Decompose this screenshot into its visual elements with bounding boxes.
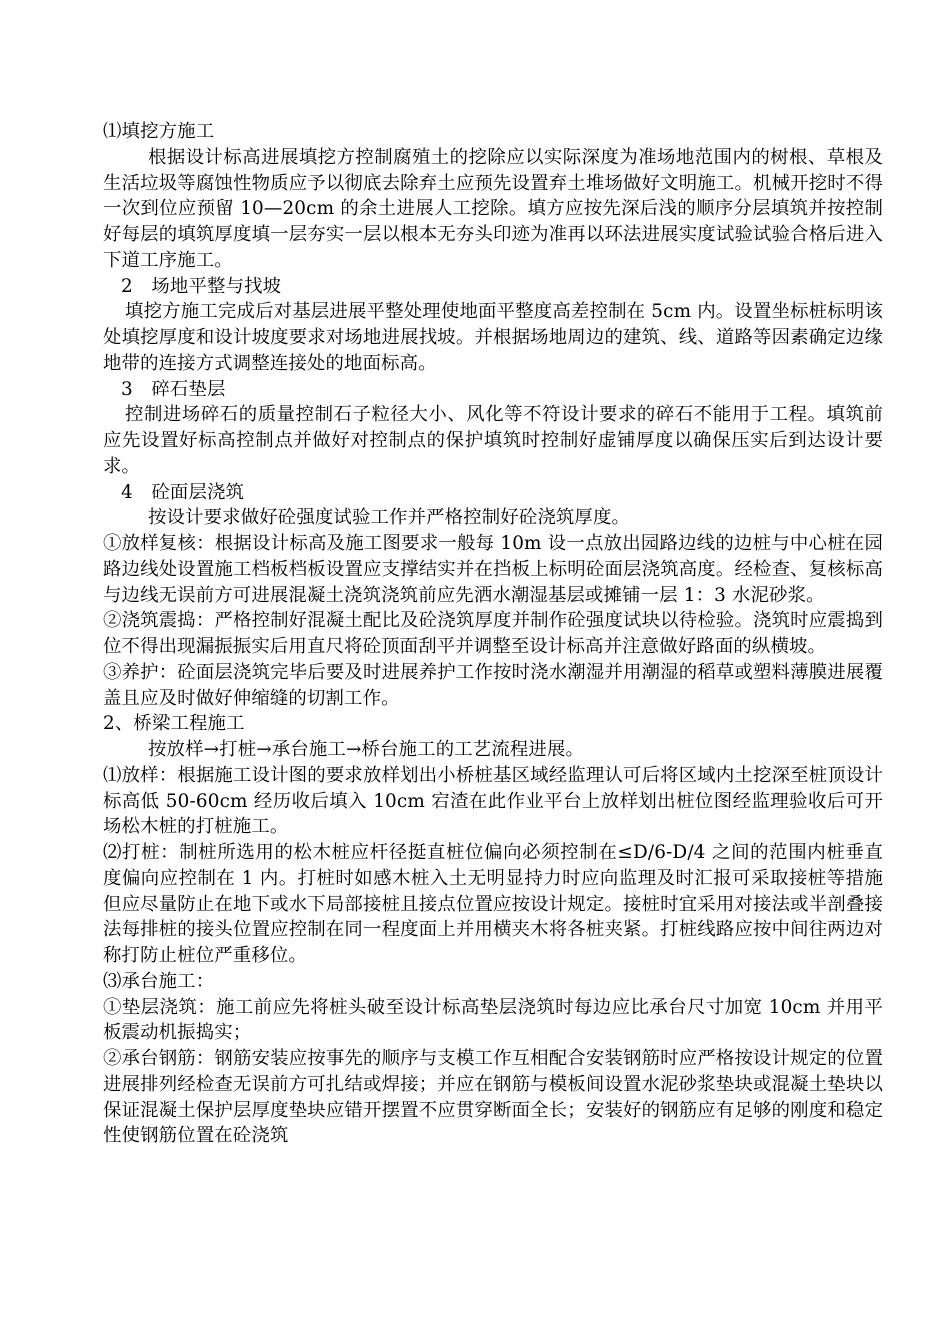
- document-page: [103, 119, 883, 1149]
- section-heading-gravel-cushion: 3 碎石垫层: [121, 378, 226, 400]
- list-item-cap-rebar: ②承台钢筋：钢筋安装应按事先的顺序与支模工作互相配合安装钢筋时应严格按设计规定的位置进展排列经检查无误前方可扎结或焊接；并应在钢筋与模板间设置水泥砂浆垫块或混凝土垫块以保证混凝土保护层厚度垫块应错开摆置不应贯穿断面全长；安装好的钢筋应有足够的刚度和稳定性使钢筋位置在砼浇筑: [103, 1048, 883, 1147]
- section-heading-fill-excavation: ⑴填挖方施工: [103, 121, 215, 142]
- section-heading-concrete-surface: 4 砼面层浇筑: [121, 481, 245, 503]
- list-item-bridge-layout: ⑴放样：根据施工设计图的要求放样划出小桥桩基区域经监理认可后将区域内土挖深至桩顶设计标高低 50-60cm 经历收后填入 10cm 宕渣在此作业平台上放样划出桩位图经监理验收后可开场松木桩的打桩施工。: [103, 764, 883, 838]
- paragraph-site-leveling: 填挖方施工完成后对基层进展平整处理使地面平整度高差控制在 5cm 内。设置坐标桩标明该处填挖厚度和设计坡度要求对场地进展找坡。并根据场地周边的建筑、线、道路等因素确定边缘地带的连接方式调整连接处的地面标高。: [103, 301, 883, 374]
- paragraph-bridge-flow: 按放样→打桩→承台施工→桥台施工的工艺流程进展。: [148, 739, 585, 760]
- paragraph-concrete-intro: 按设计要求做好砼强度试验工作并严格控制好砼浇筑厚度。: [148, 507, 631, 529]
- list-item-cap-heading: ⑶承台施工：: [103, 970, 215, 992]
- list-item-layout-check: ①放样复核：根据设计标高及施工图要求一般每 10m 设一点放出园路边线的边桩与中心桩在园路边线处设置施工档板档板设置应支撑结实并在挡板上标明砼面层浇筑高度。经检查、复核标高与边线无误前方可进展混凝土浇筑浇筑前应先洒水潮湿基层或摊铺一层 1：3 水泥砂浆。: [103, 533, 883, 606]
- list-item-cushion-pour: ①垫层浇筑：施工前应先将桩头破至设计标高垫层浇筑时每边应比承台尺寸加宽 10cm 并用平板震动机振捣实；: [103, 996, 883, 1044]
- section-heading-site-leveling: 2 场地平整与找坡: [121, 275, 282, 297]
- paragraph-fill-excavation: 根据设计标高进展填挖方控制腐殖土的挖除应以实际深度为准场地范围内的树根、草根及生活垃圾等腐蚀性物质应予以彻底去除弃土应预先设置弃土堆场做好文明施工。机械开挖时不得一次到位应预留 10—20cm 的余土进展人工挖除。填方应按先深后浅的顺序分层填筑并按控制好每层的填筑厚度填一层夯实一层以根本无夯头印迹为准再以环法进展实度试验试验合格后进入下道工序施工。: [103, 146, 883, 271]
- list-item-pour-vibrate: ②浇筑震捣：严格控制好混凝土配比及砼浇筑厚度并制作砼强度试块以待检验。浇筑时应震捣到位不得出现漏振振实后用直尺将砼顶面刮平并调整至设计标高并注意做好路面的纵横坡。: [103, 610, 883, 657]
- list-item-curing: ③养护：砼面层浇筑完毕后要及时进展养护工作按时浇水潮湿并用潮湿的稻草或塑料薄膜进展覆盖且应及时做好伸缩缝的切割工作。: [103, 661, 883, 709]
- list-item-piling: ⑵打桩：制桩所选用的松木桩应杆径挺直桩位偏向必须控制在≤D/6-D/4 之间的范围内桩垂直度偏向应控制在 1 内。打桩时如感木桩入土无明显持力时应向监理及时汇报可采取接桩等措施但应尽量防止在地下或水下局部接桩且接点位置应按设计规定。接桩时宜采用对接法或半剖叠接法每排桩的接头位置应控制在同一程度面上并用横夹木将各桩夹紧。打桩线路应按中间往两边对称打防止桩位严重移位。: [103, 842, 883, 966]
- section-heading-bridge: 2、桥梁工程施工: [103, 713, 245, 735]
- paragraph-gravel-cushion: 控制进场碎石的质量控制石子粒径大小、风化等不符设计要求的碎石不能用于工程。填筑前应先设置好标高控制点并做好对控制点的保护填筑时控制好虚铺厚度以确保压实后到达设计要求。: [103, 404, 883, 477]
